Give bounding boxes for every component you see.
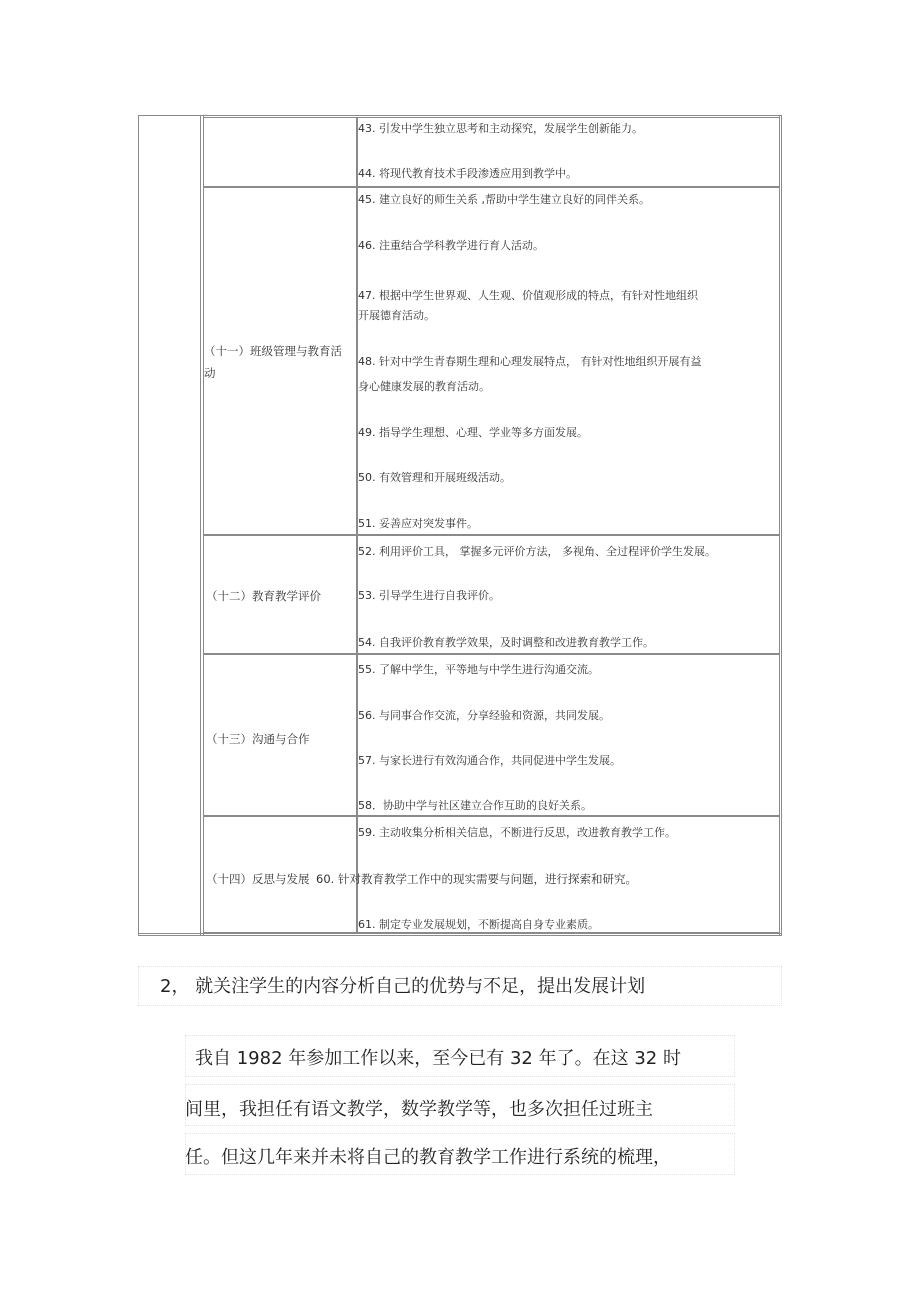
standard-item: 49. 指导学生理想、心理、学业等多方面发展。 [358,426,588,439]
paragraph-line: 我自 1982 年参加工作以来，至今已有 32 年了。在这 32 时 [195,1048,681,1069]
standard-item: 58．协助中学与社区建立合作互助的良好关系。 [358,799,592,812]
standard-item: 50. 有效管理和开展班级活动。 [358,471,511,484]
standard-item: 55. 了解中学生，平等地与中学生进行沟通交流。 [358,663,599,676]
standard-item: 54. 自我评价教育教学效果，及时调整和改进教育教学工作。 [358,636,654,649]
standard-item: 46. 注重结合学科教学进行育人活动。 [358,239,544,252]
category-label: （十二）教育教学评价 [206,589,321,603]
category-cell [203,117,357,187]
standard-item: 53. 引导学生进行自我评价。 [358,589,500,602]
column-divider [200,115,201,936]
standard-item-continued: 开展德育活动。 [358,309,435,322]
standard-item: 61. 制定专业发展规划，不断提高自身专业素质。 [358,918,599,931]
standard-item: 52. 利用评价工具， 掌握多元评价方法， 多视角、全过程评价学生发展。 [358,545,716,558]
paragraph-line: 间里，我担任有语文教学，数学教学等，也多次担任过班主 [185,1099,653,1120]
standard-item: 47. 根据中学生世界观、人生观、价值观形成的特点，有针对性地组织 [358,289,698,302]
standard-item: 60. 针对教育教学工作中的现实需要与问题，进行探索和研究。 [316,872,637,886]
standard-item: 45. 建立良好的师生关系 ,帮助中学生建立良好的同伴关系。 [358,193,650,206]
section-heading: 2， 就关注学生的内容分析自己的优势与不足，提出发展计划 [160,976,646,997]
standard-item-continued: 身心健康发展的教育活动。 [358,380,490,393]
standard-item: 59. 主动收集分析相关信息，不断进行反思，改进教育教学工作。 [358,826,676,839]
category-label: （十四）反思与发展 [206,868,316,890]
standard-item: 43. 引发中学生独立思考和主动探究，发展学生创新能力。 [358,122,643,135]
standard-item: 44. 将现代教育技术手段渗透应用到教学中。 [358,167,577,180]
standard-item: 51. 妥善应对突发事件。 [358,517,478,530]
category-label: （十一）班级管理与教育活动 [204,344,342,380]
standard-item: 48. 针对中学生青春期生理和心理发展特点， 有针对性地组织开展有益 [358,355,702,368]
category-label: （十三）沟通与合作 [206,732,310,746]
paragraph-line: 任。但这几年来并未将自己的教育教学工作进行系统的梳理， [185,1147,671,1168]
standard-item: 57. 与家长进行有效沟通合作，共同促进中学生发展。 [358,754,621,767]
standard-item: 56. 与同事合作交流，分享经验和资源，共同发展。 [358,709,610,722]
